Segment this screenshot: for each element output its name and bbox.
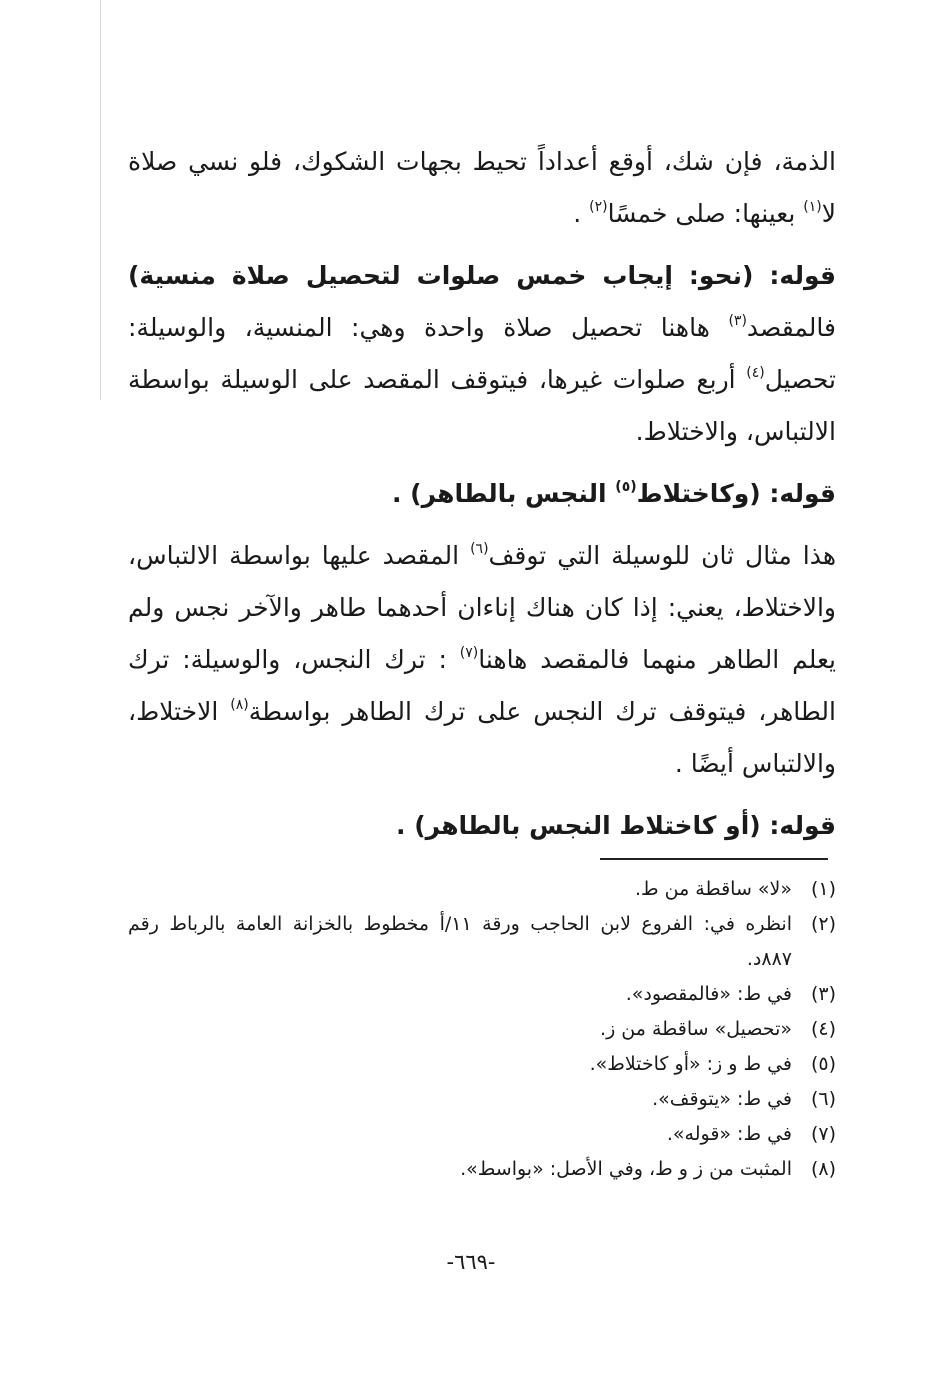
paragraph-2-text-a: فالمقصد	[746, 313, 836, 342]
footnote-number: (٤)	[810, 1018, 836, 1040]
footnote-1	[128, 872, 836, 907]
footnote-ref-6[interactable]: (٦)	[470, 541, 489, 557]
quote-heading-1: قوله: (نحو: إيجاب خمس صلوات لتحصيل صلاة منسية)	[128, 261, 836, 290]
paragraph-4-text-c: : ترك النجس، والوسيلة: ترك الطاهر، فيتوقف ترك النجس على ترك الطاهر بواسطة	[128, 645, 836, 726]
footnote-5	[128, 1047, 836, 1082]
quote-heading-2-text-b: النجس بالطاهر) .	[391, 479, 616, 508]
paragraph-4-text-b: المقصد عليها بواسطة الالتباس، والاختلاط، يعني: إذا كان هناك إناءان أحدهما طاهر والآخر نجس ولم يعلم الطاهر منهما فالمقصد هاهنا	[128, 541, 836, 674]
footnote-ref-3[interactable]: (٣)	[728, 313, 747, 329]
footnote-ref-1[interactable]: (١)	[803, 199, 822, 215]
paragraph-4	[128, 530, 836, 790]
footnote-separator	[600, 858, 828, 860]
paragraph-1-text-b: بعينها: صلى خمسًا	[607, 199, 804, 228]
footnote-7	[128, 1117, 836, 1152]
quote-heading-3: قوله: (أو كاختلاط النجس بالطاهر) .	[396, 811, 836, 840]
footnote-number: (٣)	[810, 983, 836, 1005]
footnote-8	[128, 1152, 836, 1187]
footnote-text: في ط: «قوله».	[666, 1123, 792, 1145]
footnote-ref-2[interactable]: (٢)	[589, 199, 608, 215]
footnote-ref-8[interactable]: (٨)	[230, 697, 249, 713]
footnote-4	[128, 1012, 836, 1047]
footnote-number: (١)	[810, 878, 836, 900]
footnote-text: «تحصيل» ساقطة من ز.	[600, 1018, 792, 1040]
paragraph-2-text-b: هاهنا تحصيل صلاة واحدة وهي: المنسية، والوسيلة: تحصيل	[128, 313, 836, 394]
paragraph-4-text-a: هذا مثال ثان للوسيلة التي توقف	[488, 541, 837, 570]
footnote-text: في ط و ز: «أو كاختلاط».	[589, 1053, 792, 1075]
paragraph-1-text-a: الذمة، فإن شك، أوقع أعداداً تحيط بجهات الشكوك، فلو نسي صلاة لا	[128, 147, 836, 228]
paragraph-2	[128, 250, 836, 458]
footnote-number: (٦)	[810, 1088, 836, 1110]
footnote-text: في ط: «يتوقف».	[652, 1088, 792, 1110]
main-text	[128, 136, 836, 852]
footnotes	[128, 872, 836, 1187]
footnote-text: في ط: «فالمقصود».	[625, 983, 792, 1005]
footnote-number: (٢)	[810, 913, 836, 935]
footnote-text: «لا» ساقطة من ط.	[634, 878, 792, 900]
page-number: -٦٦٩-	[446, 1250, 496, 1274]
footnote-number: (٧)	[810, 1123, 836, 1145]
footnote-number: (٨)	[810, 1158, 836, 1180]
paragraph-2-text-c: أربع صلوات غيرها، فيتوقف المقصد على الوسيلة بواسطة الالتباس، والاختلاط.	[128, 365, 836, 446]
paragraph-1-text-c: .	[573, 199, 590, 228]
footnote-number: (٥)	[810, 1053, 836, 1075]
binding-gutter-line	[100, 0, 101, 400]
footnote-2	[128, 907, 836, 977]
quote-heading-2	[128, 468, 836, 520]
footnote-3	[128, 977, 836, 1012]
footnote-ref-5[interactable]: (٥)	[615, 479, 637, 495]
footnote-ref-7[interactable]: (٧)	[459, 645, 479, 661]
footnote-ref-4[interactable]: (٤)	[746, 365, 765, 381]
footnote-text: المثبت من ز و ط، وفي الأصل: «بواسط».	[460, 1158, 792, 1180]
quote-heading-2-text-a: قوله: (وكاختلاط	[636, 479, 836, 508]
paragraph-4-text-d: الاختلاط، والالتباس أيضًا .	[128, 697, 836, 778]
footnote-6	[128, 1082, 836, 1117]
paragraph-1	[128, 136, 836, 240]
footnote-text: انظره في: الفروع لابن الحاجب ورقة ١١/أ مخطوط بالخزانة العامة بالرباط رقم ٨٨٧د.	[128, 913, 792, 970]
